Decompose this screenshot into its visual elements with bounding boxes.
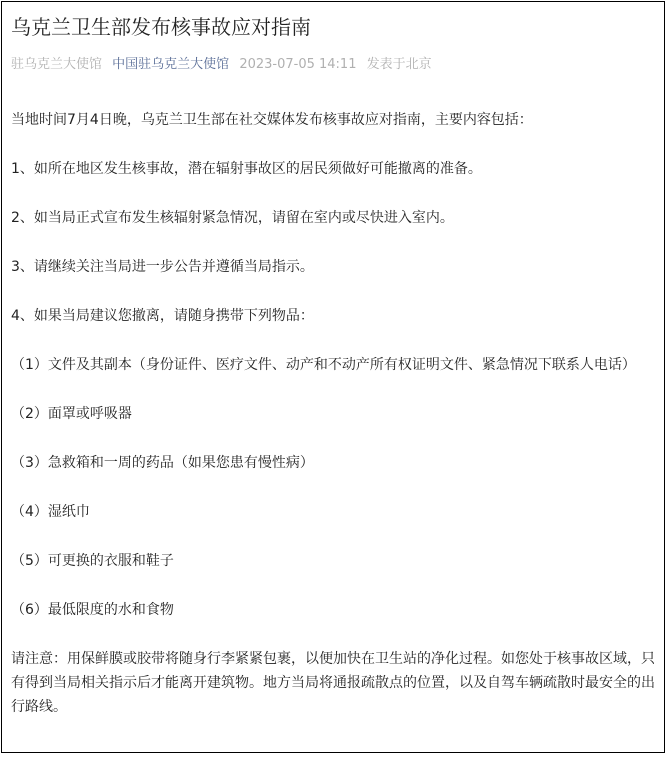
meta-source: 驻乌克兰大使馆 bbox=[11, 57, 103, 72]
paragraph-subitem-5: （5）可更换的衣服和鞋子 bbox=[11, 553, 174, 569]
article-title: 乌克兰卫生部发布核事故应对指南 bbox=[11, 15, 311, 39]
meta-account-link[interactable]: 中国驻乌克兰大使馆 bbox=[112, 57, 230, 72]
article-body bbox=[11, 108, 657, 719]
paragraph-subitem-4: （4）湿纸巾 bbox=[11, 504, 90, 520]
paragraph-item-1: 1、如所在地区发生核事故，潜在辐射事故区的居民须做好可能撤离的准备。 bbox=[11, 161, 482, 177]
article-frame bbox=[1, 1, 665, 753]
paragraph-subitem-1: （1）文件及其副本（身份证件、医疗文件、动产和不动产所有权证明文件、紧急情况下联系人电话） bbox=[11, 357, 636, 373]
paragraph-subitem-3: （3）急救箱和一周的药品（如果您患有慢性病） bbox=[11, 455, 314, 471]
paragraph-intro: 当地时间7月4日晚，乌克兰卫生部在社交媒体发布核事故应对指南，主要内容包括： bbox=[11, 112, 533, 128]
meta-datetime: 2023-07-05 14:11 bbox=[239, 57, 357, 72]
article-meta bbox=[11, 55, 438, 75]
paragraph-subitem-6: （6）最低限度的水和食物 bbox=[11, 602, 174, 618]
meta-location: 发表于北京 bbox=[366, 57, 432, 72]
paragraph-item-4: 4、如果当局建议您撤离，请随身携带下列物品： bbox=[11, 308, 314, 324]
paragraph-subitem-2: （2）面罩或呼吸器 bbox=[11, 406, 132, 422]
paragraph-note: 请注意：用保鲜膜或胶带将随身行李紧紧包裹，以便加快在卫生站的净化过程。如您处于核事故区域，只有得到当局相关指示后才能离开建筑物。地方当局将通报疏散点的位置，以及自驾车辆疏散时最安全的出行路线。 bbox=[11, 651, 655, 715]
paragraph-item-2: 2、如当局正式宣布发生核辐射紧急情况，请留在室内或尽快进入室内。 bbox=[11, 210, 454, 226]
paragraph-item-3: 3、请继续关注当局进一步公告并遵循当局指示。 bbox=[11, 259, 314, 275]
